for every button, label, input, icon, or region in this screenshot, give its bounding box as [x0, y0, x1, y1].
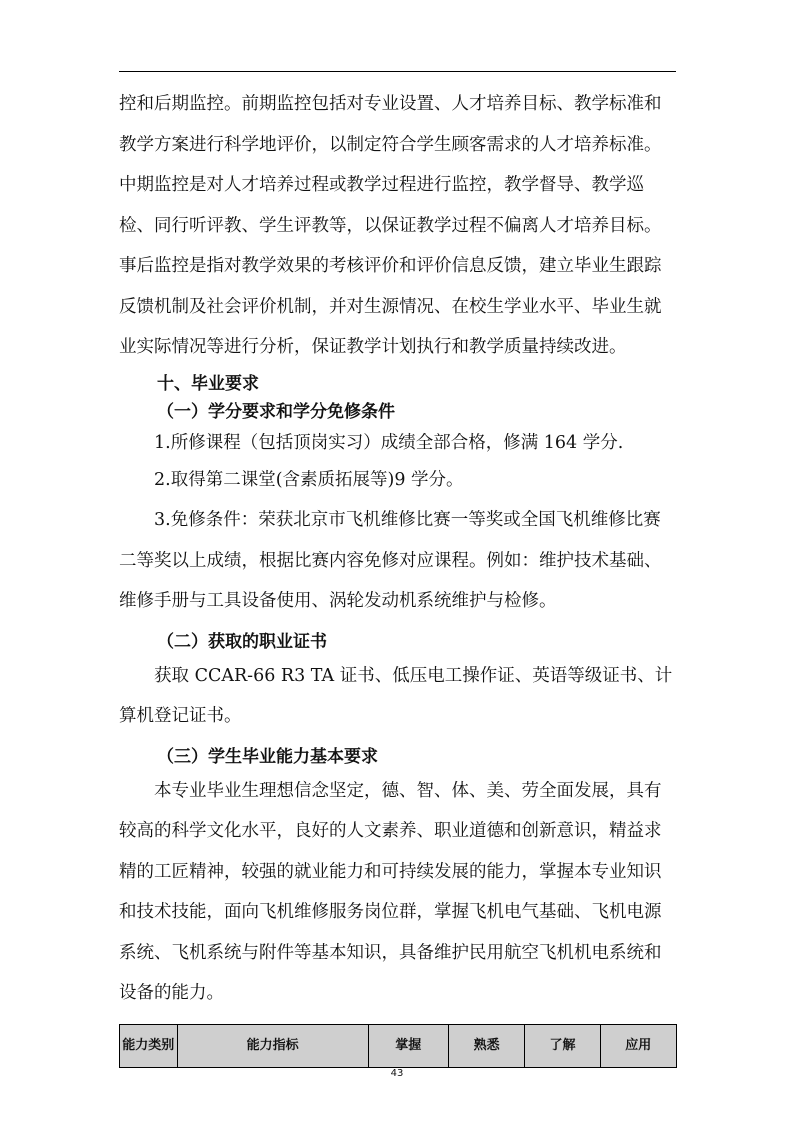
header-rule — [119, 71, 676, 72]
abilities-text: 本专业毕业生理想信念坚定，德、智、体、美、劳全面发展，具有较高的科学文化水平，良好的人文素养、职业道德和创新意识，精益求精的工匠精神，较强的就业能力和可持续发展的能力，掌握本专业知识和技术技能，面向飞机维修服务岗位群，掌握飞机电气基础、飞机电源系统、飞机系统与附件等基本知识，具备维护民用航空飞机机电系统和设备的能力。 — [119, 780, 662, 1003]
table-header-row — [120, 1024, 677, 1067]
subsection-title-abilities: （三）学生毕业能力基本要求 — [157, 746, 378, 767]
subsection-title-certificates: （二）获取的职业证书 — [157, 631, 327, 652]
certificates-text: 获取 CCAR-66 R3 TA 证书、低压电工操作证、英语等级证书、计算机登记证书。 — [119, 665, 673, 726]
table-header-category: 能力类别 — [120, 1024, 178, 1067]
subsection-title-credits: （一）学分要求和学分免修条件 — [157, 401, 395, 422]
paragraph-monitoring: 控和后期监控。前期监控包括对专业设置、人才培养目标、教学标准和教学方案进行科学地评价，以制定符合学生顾客需求的人才培养标准。中期监控是对人才培养过程或教学过程进行监控，教学督导、教学巡检、同行听评教、学生评教等，以保证教学过程不偏离人才培养目标。事后监控是指对教学效果的考核评价和评价信息反馈，建立毕业生跟踪反馈机制及社会评价机制，并对生源情况、在校生学业水平、毕业生就业实际情况等进行分析，保证教学计划执行和教学质量持续改进。 — [119, 94, 662, 357]
section-title-graduation: 十、毕业要求 — [157, 373, 259, 394]
table-header-indicator: 能力指标 — [177, 1024, 368, 1067]
ability-table — [119, 1024, 677, 1068]
credit-item-2: 2.取得第二课堂(含素质拓展等)9 学分。 — [154, 469, 464, 490]
page-content — [119, 84, 676, 1068]
table-header-master: 掌握 — [368, 1024, 448, 1067]
table-header-familiar: 熟悉 — [448, 1024, 524, 1067]
table-header-apply: 应用 — [600, 1024, 676, 1067]
page-number: 43 — [390, 1068, 404, 1079]
credit-item-1: 1.所修课程（包括顶岗实习）成绩全部合格，修满 164 学分. — [154, 432, 624, 453]
table-header-understand: 了解 — [525, 1024, 600, 1067]
credit-item-3: 3.免修条件：荣获北京市飞机维修比赛一等奖或全国飞机维修比赛二等奖以上成绩，根据比赛内容免修对应课程。例如：维护技术基础、维修手册与工具设备使用、涡轮发动机系统维护与检修。 — [119, 510, 662, 611]
